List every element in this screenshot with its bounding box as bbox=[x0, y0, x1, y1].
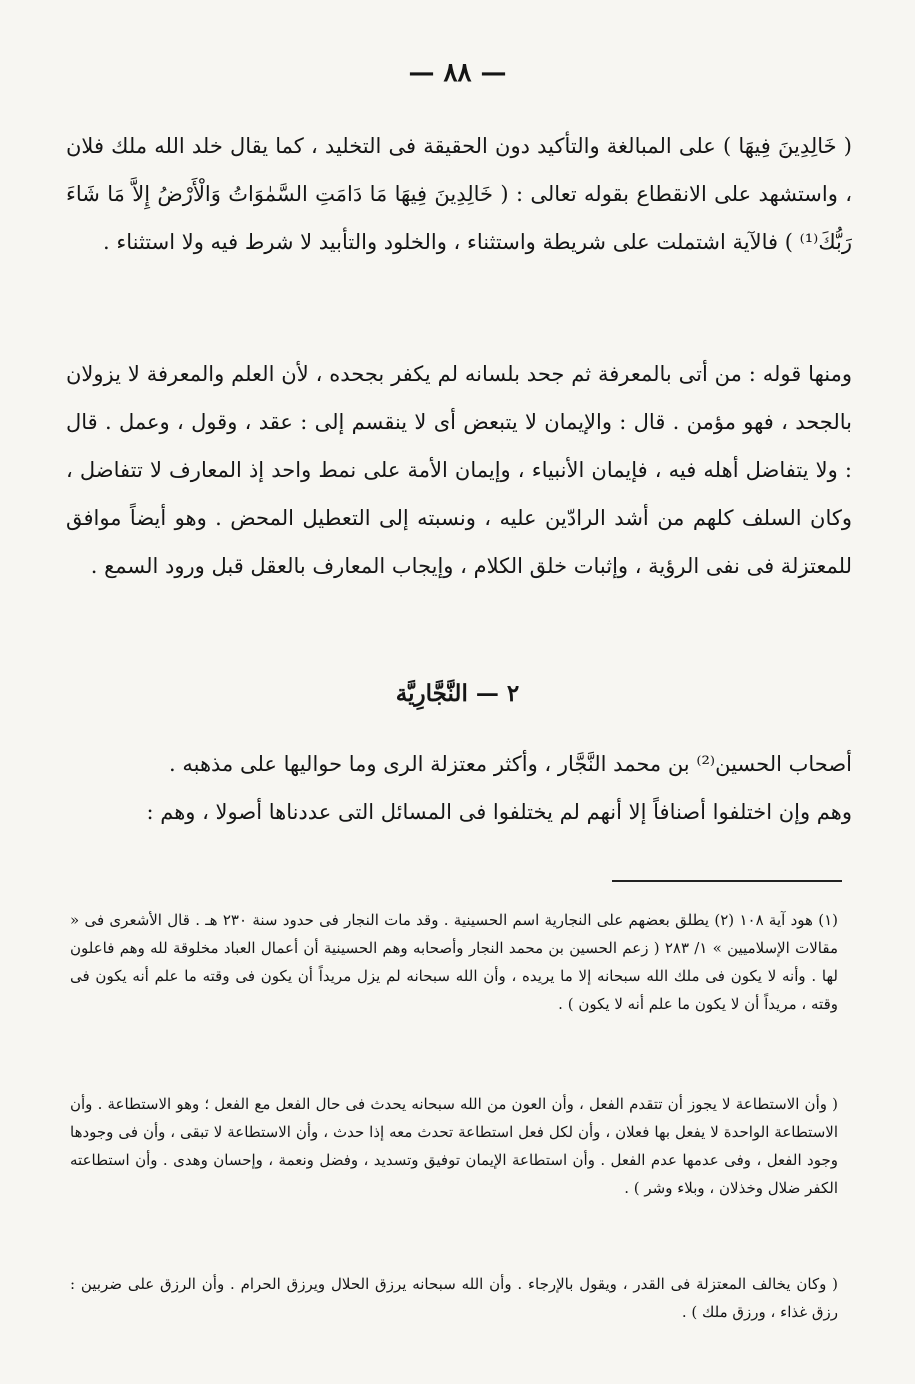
footnote-text: ( وكان يخالف المعتزلة فى القدر ، ويقول بالإرجاء . وأن الله سبحانه يرزق الحلال ويرزق الحرام . وأن الرزق على ضربين : رزق غذاء ، ورزق ملك ) . bbox=[70, 1275, 838, 1321]
section-heading: ٢ — النَّجَّارِيَّة bbox=[395, 680, 520, 707]
footnote-text: ( وأن الاستطاعة لا يجوز أن تتقدم الفعل ، وأن العون من الله سبحانه يحدث فى حال الفعل مع الفعل ؛ وهو الاستطاعة . وأن الاستطاعة الواحدة لا يفعل بها فعلان ، وأن لكل فعل استطاعة تحدث معه إذا حدث ، وأن الاستطاعة لا تبقى ، وأن فى وجودها وجود الفعل ، وفى عدمها عدم الفعل . وأن استطاعة الإيمان توفيق وتسديد ، وفضل ونعمة ، وإحسان وهدى . وأن استطاعته الكفر ضلال وخذلان ، وبلاء وشر ) . bbox=[70, 1095, 838, 1197]
paragraph-text: ( خَالِدِينَ فِيهَا ) على المبالغة والتأكيد دون الحقيقة فى التخليد ، كما يقال خلد الله ملك فلان ، واستشهد على الانقطاع بقوله تعالى : ( خَالِدِينَ فِيهَا مَا دَامَتِ السَّمٰوَاتُ وَالْأَرْضُ إِلاَّ مَا شَاءَ رَبُّكَ⁽¹⁾ ) فالآية اشتملت على شريطة واستثناء ، والخلود والتأبيد لا شرط فيه ولا استثناء . bbox=[66, 134, 852, 254]
page-number: — ٨٨ — bbox=[408, 58, 507, 88]
paragraph-line: وهم وإن اختلفوا أصنافاً إلا أنهم لم يختلفوا فى المسائل التى عددناها أصولا ، وهم : bbox=[146, 800, 852, 824]
footnote-2 bbox=[70, 1090, 838, 1202]
footnote-text: (١) هود آية ١٠٨ (٢) يطلق بعضهم على النجارية اسم الحسينية . وقد مات النجار فى حدود سنة ٢٣٠ هـ . قال الأشعرى فى « مقالات الإسلاميين » ١/ ٢٨٣ ( زعم الحسين بن محمد النجار وأصحابه وهم الحسينية أن أعمال العباد مخلوقة لله وهم فاعلون لها . وأنه لا يكون فى ملك الله سبحانه إلا ما يريده ، وأن الله سبحانه لم يزل مريداً أن يكون فى وقته ما علم أنه يكون فى وقته ، مريداً أن لا يكون ما علم أنه لا يكون ) . bbox=[70, 911, 839, 1013]
footnote-1 bbox=[70, 906, 838, 1018]
body-paragraph-1 bbox=[66, 122, 852, 266]
body-paragraph-2 bbox=[66, 350, 852, 590]
paragraph-line: أصحاب الحسين⁽²⁾ بن محمد النَّجَّار ، وأكثر معتزلة الرى وما حواليها على مذهبه . bbox=[169, 752, 852, 776]
footnote-divider bbox=[612, 880, 842, 882]
body-paragraph-3 bbox=[66, 740, 852, 836]
paragraph-text: ومنها قوله : من أتى بالمعرفة ثم جحد بلسانه لم يكفر بجحده ، لأن العلم والمعرفة لا يزولان بالجحد ، فهو مؤمن . قال : والإيمان لا يتبعض أى لا ينقسم إلى : عقد ، وقول ، وعمل . قال : ولا يتفاضل أهله فيه ، فإيمان الأنبياء ، وإيمان الأمة على نمط واحد إذ المعارف لا تتفاضل ، وكان السلف كلهم من أشد الرادّين عليه ، ونسبته إلى التعطيل المحض . وهو أيضاً موافق للمعتزلة فى نفى الرؤية ، وإثبات خلق الكلام ، وإيجاب المعارف بالعقل قبل ورود السمع . bbox=[66, 362, 852, 578]
footnote-3 bbox=[70, 1270, 838, 1326]
